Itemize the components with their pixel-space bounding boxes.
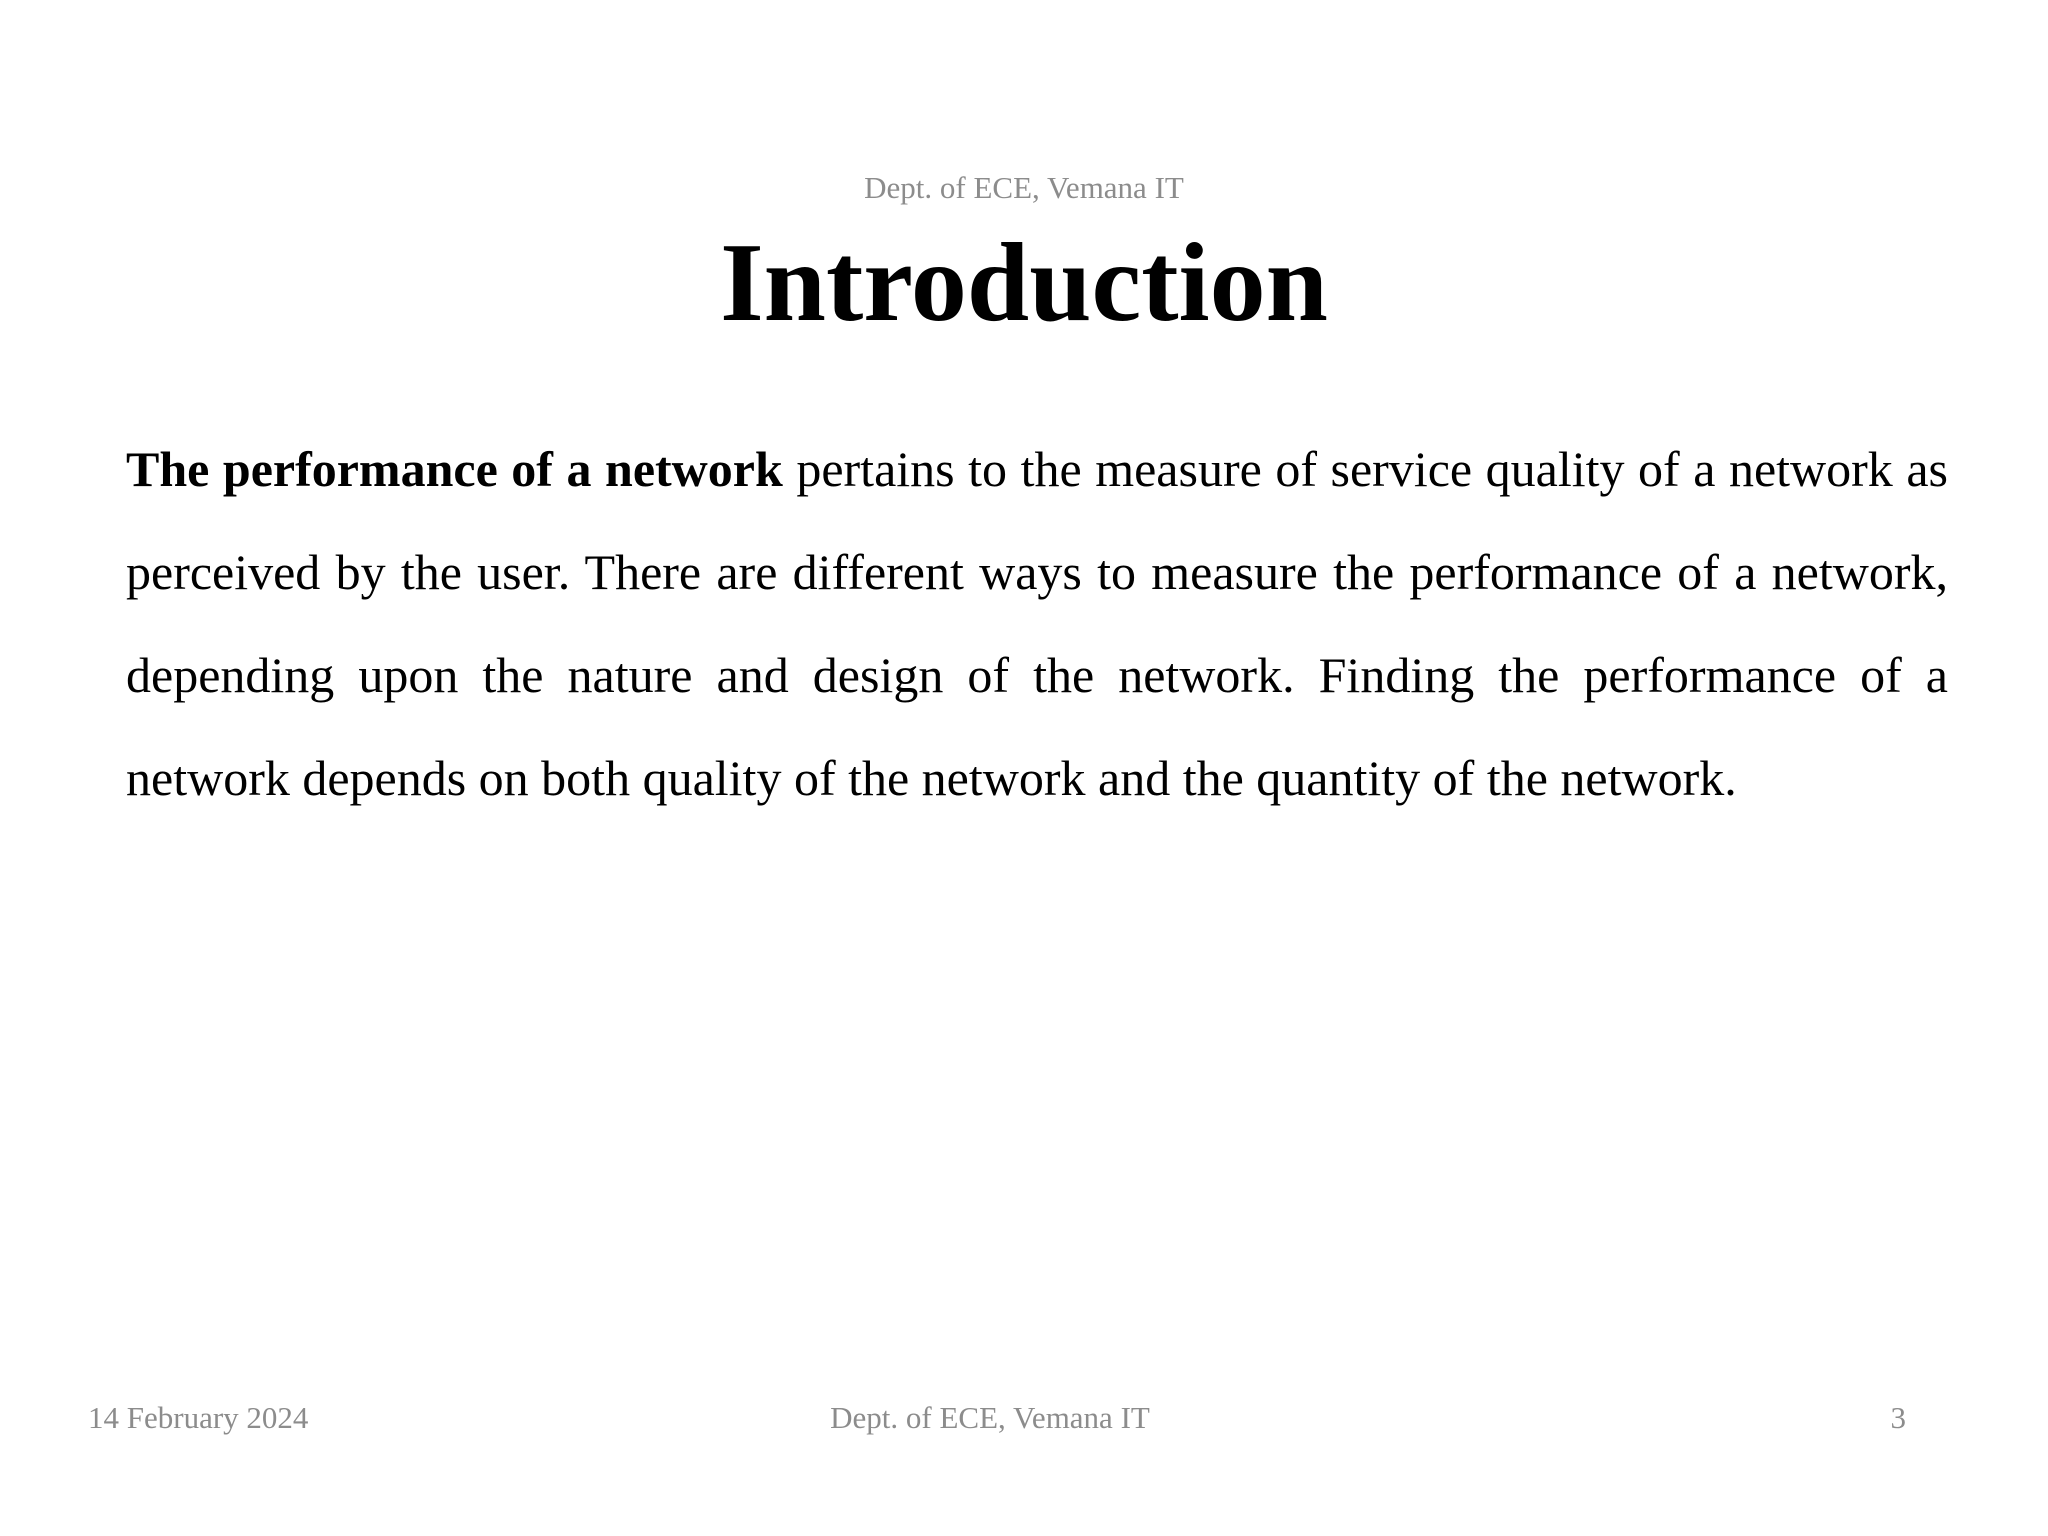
slide-title: Introduction [720, 221, 1328, 345]
page-number: 3 [1890, 1400, 1906, 1435]
footer-center-text: Dept. of ECE, Vemana IT [830, 1400, 1150, 1435]
body-bold-phrase: The performance of a network [126, 441, 783, 497]
footer-date: 14 February 2024 [88, 1400, 309, 1435]
slide-body [126, 418, 1948, 830]
body-text-rest: pertains to the measure of service quality of a network as perceived by the user. There are different ways to measure the performance of a network, depending upon the nature and design of the network. Finding the performance of a network depends on both quality of the network and the quantity of the network. [126, 441, 1948, 806]
slide-header: Dept. of ECE, Vemana IT [864, 170, 1184, 205]
